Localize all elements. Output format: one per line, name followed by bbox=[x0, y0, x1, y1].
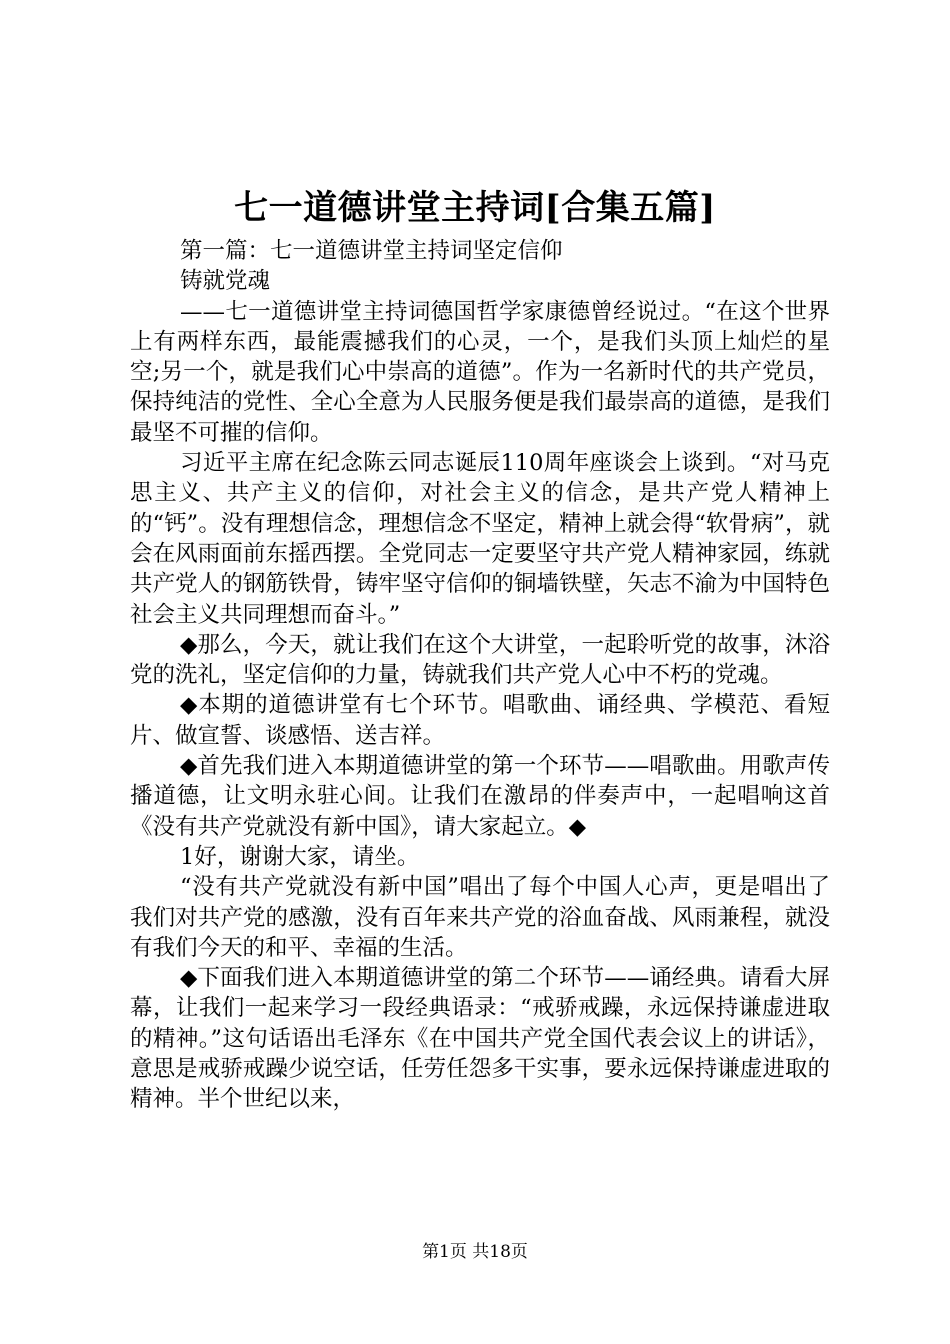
paragraph-seven-steps: ◆本期的道德讲堂有七个环节。唱歌曲、诵经典、学模范、看短片、做宣誓、谈感悟、送吉祥。 bbox=[130, 692, 830, 749]
paragraph-subtitle: 第一篇：七一道德讲堂主持词坚定信仰 bbox=[180, 238, 563, 264]
paragraph-step-one: ◆首先我们进入本期道德讲堂的第一个环节——唱歌曲。用歌声传播道德，让文明永驻心间。让我们在激昂的伴奏声中，一起唱响这首《没有共产党就没有新中国》，请大家起立。◆ bbox=[130, 753, 830, 840]
paragraph-xi-quote: 习近平主席在纪念陈云同志诞辰110周年座谈会上谈到。“对马克思主义、共产主义的信仰，对社会主义的信念，是共产党人精神上的“钙”。没有理想信念，理想信念不坚定，精神上就会得“软骨病”，就会在风雨面前东摇西摆。全党同志一定要坚守共产党人精神家园，练就共产党人的钢筋铁骨，铸牢坚守信仰的铜墙铁壁，矢志不渝为中国特色社会主义共同理想而奋斗。” bbox=[130, 450, 830, 628]
paragraph-intro: ——七一道德讲堂主持词德国哲学家康德曾经说过。“在这个世界上有两样东西，最能震撼我们的心灵，一个，是我们头顶上灿烂的星空;另一个，就是我们心中崇高的道德”。作为一名新时代的共产党员，保持纯洁的党性、全心全意为人民服务便是我们最崇高的道德，是我们最坚不可摧的信仰。 bbox=[130, 298, 830, 446]
page-footer: 第1页 共18页 bbox=[422, 1242, 528, 1262]
paragraph-step-two: ◆下面我们进入本期道德讲堂的第二个环节——诵经典。请看大屏幕，让我们一起来学习一段经典语录：“戒骄戒躁，永远保持谦虚进取的精神。”这句话语出毛泽东《在中国共产党全国代表会议上的讲话》，意思是戒骄戒躁少说空话，任劳任怨多干实事，要永远保持谦虚进取的精神。半个世纪以来， bbox=[130, 965, 830, 1113]
paragraph-song-meaning: “没有共产党就没有新中国”唱出了每个中国人心声，更是唱出了我们对共产党的感激，没有百年来共产党的浴血奋战、风雨兼程，就没有我们今天的和平、幸福的生活。 bbox=[130, 874, 830, 961]
document-title: 七一道德讲堂主持词[合集五篇] bbox=[234, 188, 716, 228]
paragraph-thanks: 1好，谢谢大家，请坐。 bbox=[180, 843, 420, 870]
document-body bbox=[130, 236, 830, 1115]
paragraph-today: ◆那么，今天，就让我们在这个大讲堂，一起聆听党的故事，沐浴党的洗礼，坚定信仰的力量，铸就我们共产党人心中不朽的党魂。 bbox=[130, 631, 830, 689]
paragraph-subtitle-cont: 铸就党魂 bbox=[180, 268, 271, 295]
